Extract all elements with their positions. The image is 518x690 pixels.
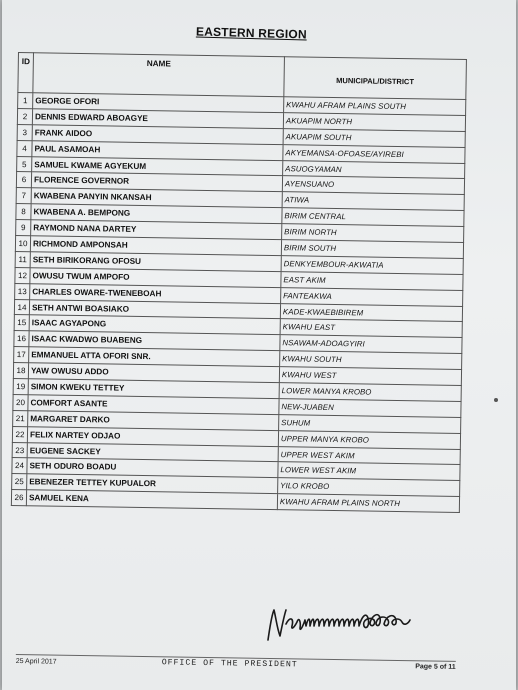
row-district: LOWER MANYA KROBO xyxy=(279,383,461,402)
row-name: RAYMOND NANA DARTEY xyxy=(31,220,282,240)
row-id: 12 xyxy=(15,267,30,283)
row-id: 5 xyxy=(17,156,32,172)
row-district: KWAHU EAST xyxy=(280,319,462,338)
row-name: ISAAC AGYAPONG xyxy=(29,315,280,335)
row-name: DENNIS EDWARD ABOAGYE xyxy=(32,109,283,129)
row-district: ASUOGYAMAN xyxy=(283,160,465,179)
row-name: EBENEZER TETTEY KUPUALOR xyxy=(27,474,278,494)
row-id: 6 xyxy=(16,172,31,188)
row-name: OWUSU TWUM AMPOFO xyxy=(30,268,281,288)
row-id: 13 xyxy=(15,283,30,299)
table-container xyxy=(11,52,466,513)
row-id: 14 xyxy=(14,299,29,315)
row-id: 16 xyxy=(14,331,29,347)
header-district: MUNICIPAL/DISTRICT xyxy=(284,57,467,100)
row-district: AKUAPIM SOUTH xyxy=(283,128,465,147)
row-id: 4 xyxy=(17,140,32,156)
header-name: NAME xyxy=(33,53,285,97)
row-id: 1 xyxy=(18,93,33,109)
row-id: 22 xyxy=(12,426,27,442)
row-district: AYENSUANO xyxy=(282,176,464,195)
row-id: 25 xyxy=(12,474,27,490)
row-name: MARGARET DARKO xyxy=(28,411,279,431)
row-district: FANTEAKWA xyxy=(281,287,463,306)
row-name: PAUL ASAMOAH xyxy=(32,140,283,160)
row-district: EAST AKIM xyxy=(281,271,463,290)
row-id: 9 xyxy=(16,220,31,236)
footer-office: OFFICE OF THE PRESIDENT xyxy=(161,658,298,670)
document-page xyxy=(2,0,516,690)
row-name: CHARLES OWARE-TWENEBOAH xyxy=(30,283,281,303)
row-name: SIMON KWEKU TETTEY xyxy=(28,379,279,399)
row-district: YILO KROBO xyxy=(278,478,460,497)
row-name: COMFORT ASANTE xyxy=(28,395,279,415)
row-name: FLORENCE GOVERNOR xyxy=(31,172,282,192)
row-id: 2 xyxy=(17,108,32,124)
row-id: 15 xyxy=(14,315,29,331)
footer-page-number: Page 5 of 11 xyxy=(415,663,456,671)
header-id: ID xyxy=(18,53,34,93)
row-name: FRANK AIDOO xyxy=(32,125,283,145)
row-name: SETH ODURO BOADU xyxy=(27,458,278,478)
row-district: BIRIM NORTH xyxy=(282,224,464,243)
row-district: KWAHU SOUTH xyxy=(280,351,462,370)
row-id: 7 xyxy=(16,188,31,204)
signature-image xyxy=(264,596,444,646)
row-name: ISAAC KWADWO BUABENG xyxy=(29,331,280,351)
row-district: LOWER WEST AKIM xyxy=(278,462,460,481)
row-district: KWAHU AFRAM PLAINS NORTH xyxy=(277,494,459,513)
row-id: 17 xyxy=(14,347,29,363)
row-district: DENKYEMBOUR-AKWATIA xyxy=(281,256,463,275)
row-id: 20 xyxy=(13,394,28,410)
table-body xyxy=(11,93,465,513)
row-district: UPPER WEST AKIM xyxy=(278,446,460,465)
row-name: EMMANUEL ATTA OFORI SNR. xyxy=(29,347,280,367)
row-name: KWABENA A. BEMPONG xyxy=(31,204,282,224)
row-id: 11 xyxy=(15,251,30,267)
row-district: KWAHU WEST xyxy=(279,367,461,386)
row-name: SAMUEL KENA xyxy=(26,490,277,510)
row-id: 3 xyxy=(17,124,32,140)
row-name: GEORGE OFORI xyxy=(33,93,284,113)
page-title: EASTERN REGION xyxy=(195,24,307,42)
page-footer xyxy=(16,644,456,673)
row-id: 8 xyxy=(16,204,31,220)
row-id: 10 xyxy=(15,236,30,252)
row-id: 18 xyxy=(13,363,28,379)
row-name: FELIX NARTEY ODJAO xyxy=(27,426,278,446)
row-id: 24 xyxy=(12,458,27,474)
row-name: SETH BIRIKORANG OFOSU xyxy=(30,252,281,272)
row-district: KWAHU AFRAM PLAINS SOUTH xyxy=(284,97,466,116)
row-id: 21 xyxy=(13,410,28,426)
row-id: 26 xyxy=(11,490,26,506)
row-district: NSAWAM-ADOAGYIRI xyxy=(280,335,462,354)
row-name: EUGENE SACKEY xyxy=(27,442,278,462)
row-district: SUHUM xyxy=(279,414,461,433)
ink-mark xyxy=(494,398,498,402)
table-header-row xyxy=(18,53,467,100)
row-name: RICHMOND AMPONSAH xyxy=(30,236,281,256)
row-district: BIRIM CENTRAL xyxy=(282,208,464,227)
row-district: BIRIM SOUTH xyxy=(281,240,463,259)
row-district: ATIWA xyxy=(282,192,464,211)
row-id: 23 xyxy=(12,442,27,458)
row-district: AKYEMANSA-OFOASE/AYIREBI xyxy=(283,144,465,163)
row-district: KADE-KWAEBIBIREM xyxy=(280,303,462,322)
row-name: SETH ANTWI BOASIAKO xyxy=(29,299,280,319)
footer-date: 25 April 2017 xyxy=(15,657,57,666)
row-name: SAMUEL KWAME AGYEKUM xyxy=(32,156,283,176)
appointments-table xyxy=(11,52,467,513)
row-district: UPPER MANYA KROBO xyxy=(278,430,460,449)
row-district: AKUAPIM NORTH xyxy=(283,113,465,132)
row-id: 19 xyxy=(13,378,28,394)
row-name: YAW OWUSU ADDO xyxy=(28,363,279,383)
row-name: KWABENA PANYIN NKANSAH xyxy=(31,188,282,208)
row-district: NEW-JUABEN xyxy=(279,399,461,418)
